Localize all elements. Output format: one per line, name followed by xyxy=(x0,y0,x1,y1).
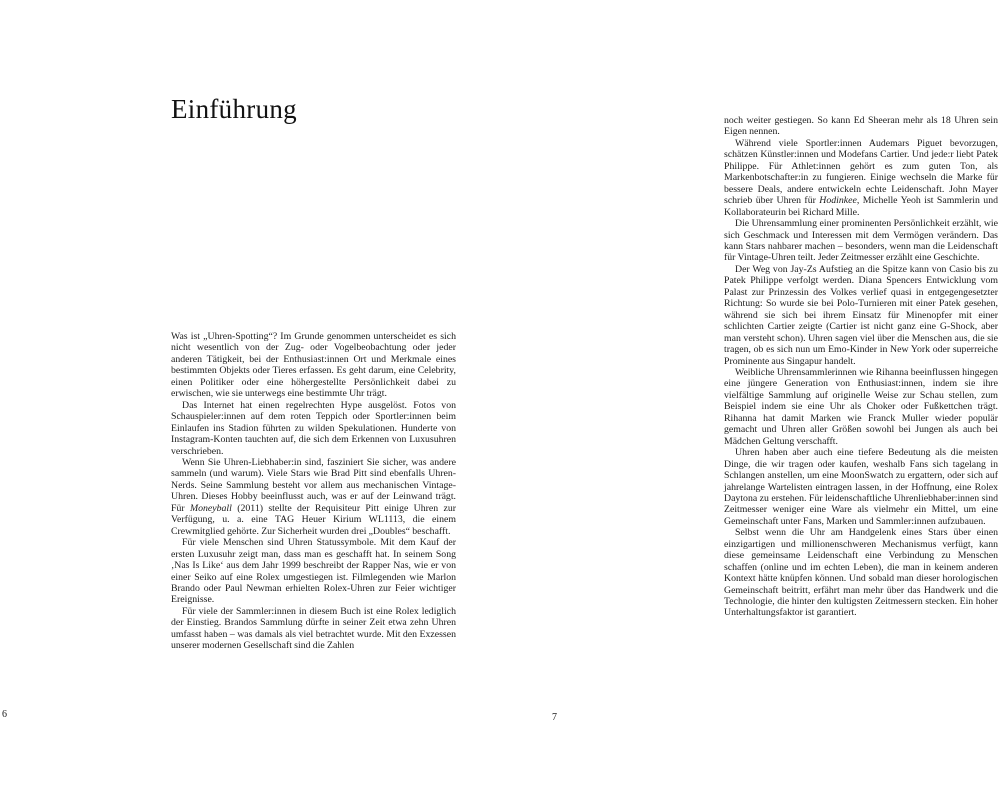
paragraph: Weibliche Uhrensammlerinnen wie Rihanna beeinflussen hingegen eine jüngere Generation von Enthusiast:innen, indem sie ihre vielfältige Sammlung auf originelle Weise zur Schau stellen, zum Beispiel indem sie eine Uhr als Choker oder Fußkettchen trägt. Rihanna hat damit Marken wie Franck Muller wieder populär gemacht und Uhren aller Größen sowohl bei Jungen als auch bei Mädchen Geltung verschafft. xyxy=(724,366,998,447)
paragraph: Für viele Menschen sind Uhren Statussymbole. Mit dem Kauf der ersten Luxusuhr zeigt man, dass man es geschafft hat. In seinem Song ‚Nas Is Like‘ aus dem Jahr 1999 beschreibt der Rapper Nas, wie er von einer Seiko auf eine Rolex umgestiegen ist. Filmlegenden wie Marlon Brando oder Paul Newman erhielten Rolex-Uhren zur Feier wichtiger Ereignisse. xyxy=(171,537,456,606)
paragraph: Uhren haben aber auch eine tiefere Bedeutung als die meisten Dinge, die wir tragen oder kaufen, weshalb Fans sich tagelang in Schlangen anstellen, um eine MoonSwatch zu ergattern, oder sich auf jahrelange Wartelisten eintragen lassen, in der Hoffnung, eine Rolex Daytona zu erstehen. Für leidenschaftliche Uhrenliebhaber:innen sind Zeitmesser weniger eine Ware als vielmehr ein Mittel, um eine Gemeinschaft unter Fans, Marken und Sammler:innen aufzubauen. xyxy=(724,447,998,527)
paragraph: Die Uhrensammlung einer prominenten Persönlichkeit erzählt, wie sich Geschmack und Interessen mit dem Vermögen verändern. Das kann Stars nahbarer machen – besonders, wenn man die Leidenschaft für Vintage-Uhren teilt. Jeder Zeitmesser erzählt eine Geschichte. xyxy=(724,218,998,264)
left-page-text-column xyxy=(171,331,456,652)
paragraph: Wenn Sie Uhren-Liebhaber:in sind, fasziniert Sie sicher, was andere sammeln (und warum). Viele Stars wie Brad Pitt sind ebenfalls Uhren-Nerds. Seine Sammlung besteht vor allem aus mechanischen Vintage-Uhren. Dieses Hobby beeinflusst auch, was er auf der Leinwand trägt. Für Moneyball (2011) stellte der Requisiteur Pitt einige Uhren zur Verfügung, u. a. eine TAG Heuer Kirium WL1113, die einem Crewmitglied gehörte. Zur Sicherheit wurden drei „Doubles“ beschafft. xyxy=(171,456,457,537)
paragraph: Für viele der Sammler:innen in diesem Buch ist eine Rolex lediglich der Einstieg. Brandos Sammlung dürfte in seiner Zeit etwa zehn Uhren umfasst haben – was damals als viel betrachtet wurde. Mit den Exzessen unserer modernen Gesellschaft sind die Zahlen xyxy=(171,605,456,652)
paragraph: Der Weg von Jay-Zs Aufstieg an die Spitze kann von Casio bis zu Patek Philippe verfolgt werden. Diana Spencers Entwicklung vom Palast zur Prinzessin des Volkes verlief quasi in entgegengesetzter Richtung: So wurde sie bei Polo-Turnieren mit einer Patek gesehen, während sie sich bei ihrem Einsatz für Minenopfer mit einer schlichten Cartier zeigte (Cartier ist nicht ganz eine G-Shock, aber man versteht schon). Uhren sagen viel über die Menschen aus, die sie tragen, ob es sich nun um Emo-Kinder in New York oder superreiche Prominente aus Singapur handelt. xyxy=(724,263,998,367)
page-number-left: 6 xyxy=(2,709,7,720)
paragraph: Selbst wenn die Uhr am Handgelenk eines Stars über einen einzigartigen und millionenschweren Mechanismus verfügt, kann diese gemeinsame Leidenschaft eine Verbindung zu Menschen schaffen (online und im echten Leben), die man in keinem anderen Kontext hätte knüpfen können. Und sobald man dieser horologischen Gemeinschaft beitritt, erfährt man mehr über das Handwerk und die Technologie, die hinter den kultigsten Zeitmessern stecken. Ein hoher Unterhaltungsfaktor ist garantiert. xyxy=(724,527,998,619)
paragraph: Das Internet hat einen regelrechten Hype ausgelöst. Fotos von Schauspieler:innen auf dem roten Teppich oder Sportler:innen beim Einlaufen ins Stadion führten zu wilden Spekulationen. Hunderte von Instagram-Konten tauchten auf, die sich dem Erkennen von Luxusuhren verschrieben. xyxy=(171,399,456,457)
paragraph: noch weiter gestiegen. So kann Ed Sheeran mehr als 18 Uhren sein Eigen nennen. xyxy=(724,115,998,138)
right-page-text-column xyxy=(724,115,998,619)
paragraph: Während viele Sportler:innen Audemars Piguet bevorzugen, schätzen Künstler:innen und Modefans Cartier. Und jede:r liebt Patek Philippe. Für Athlet:innen gehört es zum guten Ton, als Markenbotschafter:in zu fungieren. Einige wechseln die Marke für bessere Deals, andere entwickeln echte Leidenschaft. John Mayer schrieb über Uhren für Hodinkee, Michelle Yeoh ist Sammlerin und Kollaborateurin bei Richard Mille. xyxy=(724,137,998,218)
chapter-title: Einführung xyxy=(171,94,297,124)
page-number-right: 7 xyxy=(552,712,557,723)
paragraph: Was ist „Uhren-Spotting“? Im Grunde genommen unterscheidet es sich nicht wesentlich von der Zug- oder Vogelbeobachtung oder jeder anderen Tätigkeit, bei der Enthusiast:innen Ort und Merkmale eines bestimmten Objekts oder Tieres erfassen. Es geht darum, eine Celebrity, einen Politiker oder eine höhergestellte Persönlichkeit dabei zu erwischen, wie sie unterwegs eine bestimmte Uhr trägt. xyxy=(171,331,456,400)
